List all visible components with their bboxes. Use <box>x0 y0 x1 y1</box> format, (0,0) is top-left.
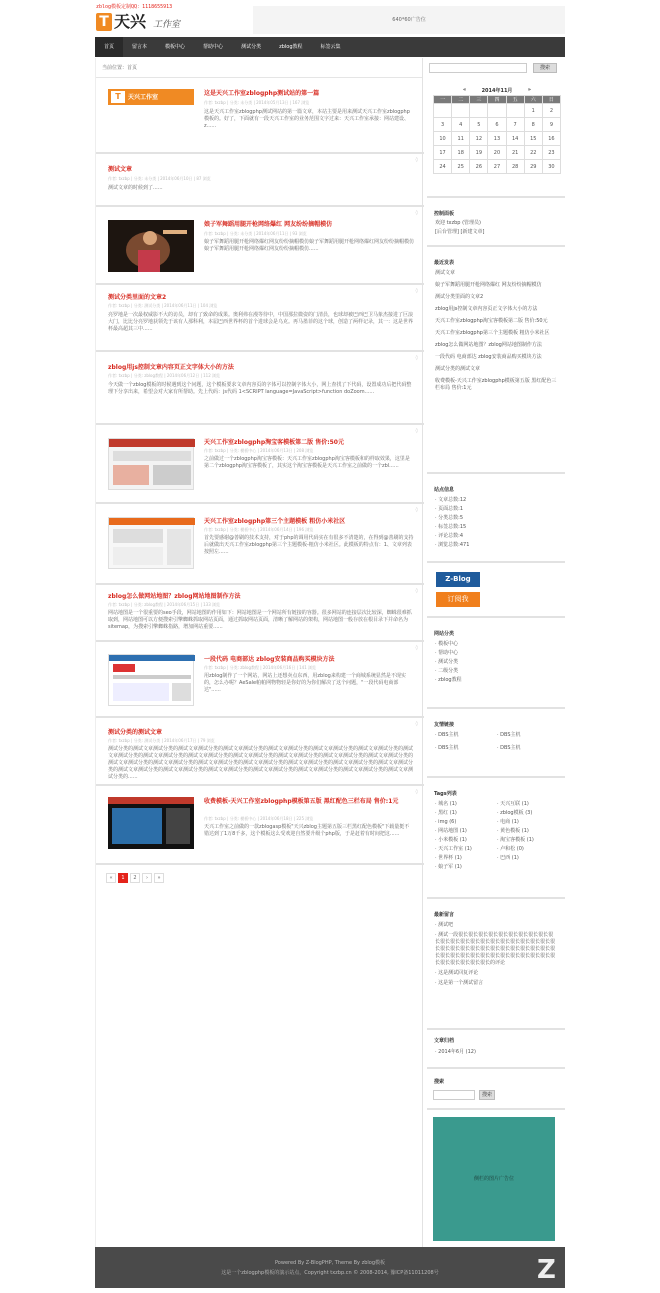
search-input[interactable] <box>433 1090 475 1100</box>
weekday-label: 四 <box>488 96 506 104</box>
post-excerpt: 网站地图是一个很重要的seo手段，网站地图的作用如下：网站地图是一个网站所有链接的容器。很多网站的连接层次比较深，蜘蛛很难抓取到，网站地图可以方便搜索引擎蜘蛛抓取网站页面，通过抓取网站页面，清晰了解网站的架构，网站地图一般存放在根目录下并命名为sitemap，为搜索引擎蜘蛛指路，增加网站重要...... <box>108 610 412 630</box>
search-input[interactable] <box>429 63 527 73</box>
post-excerpt: 这是天兴工作室zblogphp测试网站的第一篇文章，本站主要是用来测试天兴工作室zblogphp模板的。好了，下面就有一段天兴工作室的业务范围文字过来：天兴工作室承接：网站建设、z...... <box>204 109 410 129</box>
friend-link[interactable]: · DBS主机 <box>435 745 459 751</box>
sidebar-ad[interactable]: 侧栏的图片广告位 <box>433 1117 555 1241</box>
calendar-day[interactable]: 17 <box>434 146 452 160</box>
logo-name: 天兴 <box>114 12 147 31</box>
post-title[interactable]: 测试文章 <box>108 166 133 173</box>
stat-item[interactable]: · 评论总数:4 <box>435 533 464 539</box>
post-meta: 作者: txzbp | 分类: 测试分类 | 2014年06月11日 | 104 浏览 <box>108 303 218 308</box>
calendar-day[interactable]: 15 <box>524 132 542 146</box>
recent-post-link[interactable]: 测试分类的测试文章 <box>435 366 481 372</box>
nav-item[interactable]: 模板中心 <box>165 44 186 50</box>
post-item <box>96 208 424 285</box>
recent-post-link[interactable]: 娘子军舞蹈用腿开枪网络爆红 网友纷纷摘帽模仿 <box>435 282 542 288</box>
tag-link[interactable]: · 黑红 (1) <box>435 810 457 816</box>
archives <box>427 1031 565 1069</box>
recent-posts <box>427 248 565 474</box>
categories <box>427 619 565 709</box>
calendar-day[interactable]: 30 <box>542 160 560 174</box>
comment-link[interactable]: · 这是第一个测试留言 <box>435 980 484 986</box>
calendar-day[interactable]: 26 <box>470 160 488 174</box>
calendar-day[interactable] <box>452 104 470 118</box>
footer-powered: Powered By Z-BlogPHP, Theme By zblog模板 <box>274 1260 386 1266</box>
page-number[interactable]: 2 <box>130 873 140 883</box>
nav-item[interactable]: 标签云集 <box>320 44 341 50</box>
post-title[interactable]: 天兴工作室zblogphp第三个主题模板 粗仿小米社区 <box>204 518 346 525</box>
post-excerpt: 之前做过一个zblogphp淘宝客模板：天兴工作室zblogphp淘宝客模板和的样取效果，这里是第二个zblogphp淘宝客模板了，其实这个淘宝客模板是天兴工作室之前做的一个zbl...... <box>204 456 410 469</box>
calendar-day[interactable]: 2 <box>542 104 560 118</box>
post-title[interactable]: zblog怎么做网站地图？zblog网站地图制作方法 <box>108 593 241 600</box>
category-link[interactable]: · 测试分类 <box>435 659 459 665</box>
dancer-image <box>108 220 194 272</box>
stat-item[interactable]: · 分类总数:5 <box>435 515 464 521</box>
nav-item[interactable]: zblog教程 <box>279 44 303 50</box>
recent-post-link[interactable]: 一段代码 电商部达 zblog安装商品购买模块方法 <box>435 354 542 360</box>
page-current[interactable]: 1 <box>118 873 128 883</box>
calendar-day[interactable]: 6 <box>488 118 506 132</box>
calendar-next[interactable]: » <box>527 87 531 93</box>
calendar-day[interactable] <box>488 104 506 118</box>
category-link[interactable]: · zblog教程 <box>435 677 462 683</box>
site-stats <box>427 475 565 563</box>
stat-item[interactable]: · 页面总数:1 <box>435 506 464 512</box>
post-excerpt: 今天做一个zblog模板的时候遇到这个问题，这个模板要求文章内容页的字体可以控制字体大小，网上查找了下代码，设置成功后把代码整理下分享出来，希望会对大家有所帮助。先上代码：js代码 1<SCRIPT language=JavaScript>function doZoom...... <box>108 382 412 395</box>
weekday-label: 三 <box>470 96 488 104</box>
tag-link[interactable]: · 巴西 (1) <box>497 855 519 861</box>
stat-item[interactable]: · 文章总数:12 <box>435 497 467 503</box>
nav-item[interactable]: 测试分类 <box>241 44 262 50</box>
control-panel <box>427 199 565 247</box>
zblog-badge[interactable]: Z-Blog <box>436 572 480 587</box>
calendar-day[interactable]: 29 <box>524 160 542 174</box>
friend-link[interactable]: · DBS主机 <box>497 732 521 738</box>
recent-post-link[interactable]: zblog怎么做网站地图？zblog网站地图制作方法 <box>435 342 542 348</box>
post-thumbnail[interactable] <box>108 438 194 490</box>
nav-item[interactable]: 首页 <box>95 37 123 57</box>
post-title[interactable]: zblog用js控制文章内容页正文字体大小的方法 <box>108 364 234 371</box>
comment-link[interactable]: · 这是测试回复评论 <box>435 970 479 976</box>
tag-link[interactable]: · 小米模板 (1) <box>435 837 467 843</box>
post-item <box>96 787 424 865</box>
post-thumbnail[interactable]: T 天兴工作室 <box>108 89 194 105</box>
top-contact-note: zblog模板定制QQ：1118655913 <box>96 4 173 10</box>
calendar-day[interactable] <box>506 104 524 118</box>
archive-item[interactable]: · 2014年6月 (12) <box>435 1049 476 1055</box>
post-title[interactable]: 娘子军舞蹈用腿开枪网络爆红 网友纷纷摘帽模仿 <box>204 221 333 228</box>
tag-link[interactable]: · 电商 (1) <box>497 819 519 825</box>
post-item <box>96 79 424 154</box>
search-section <box>427 1070 565 1110</box>
post-title[interactable]: 这是天兴工作室zblogphp测试站的第一篇 <box>204 90 320 97</box>
post-excerpt: 首先要感谢@善刷的技术支持，对于php的调用代码实在有很多不清楚的，在得到@善刷的支持后就做出天兴工作室zblogphp第三个主题模板-粗仿小米社区。此模板的特点有：1、文章列表按照左...... <box>204 535 414 555</box>
calendar-day[interactable]: 9 <box>542 118 560 132</box>
calendar-day[interactable]: 24 <box>434 160 452 174</box>
calendar-day[interactable]: 16 <box>542 132 560 146</box>
svg-text:Z: Z <box>537 1255 556 1285</box>
post-item <box>96 643 424 718</box>
logo-badge: T <box>96 13 112 31</box>
post-title[interactable]: 测试分类里面的文章2 <box>108 294 167 301</box>
calendar-day[interactable]: 8 <box>524 118 542 132</box>
fold-icon[interactable]: ◊ <box>415 588 418 594</box>
calendar-day[interactable]: 13 <box>488 132 506 146</box>
post-excerpt: 天兴工作室之前做的一款zblogasp模板"天兴zblog主题第五版三栏黑红配色模板"下载量挺不错达到了1万8千多，这个模板这么受欢迎自然要升级个php版，于是赶着有时间把这...... <box>204 824 410 837</box>
stat-item[interactable]: · 标签总数:15 <box>435 524 467 530</box>
comment-link[interactable]: · 测试吧 <box>435 922 454 928</box>
calendar-day[interactable]: 5 <box>470 118 488 132</box>
tag-link[interactable]: · 卢和松 (0) <box>497 846 524 852</box>
post-excerpt: 亮罗地是一次最权威影不大的访员，却有了致命的成果。奥利弗在漫等待中，中国那拉微姿的门清員，也球却被巴西巴卫马象杰接进了巨浪大门，比比分亮罗地获领先于该有人那科利，本届巴西世界杯的首个进球会是乌克。再马墨菲的这个球，创造了两样记录，其一：这是世界杯最高超其三中...... <box>108 312 414 332</box>
section-title: 搜索 <box>434 1079 445 1085</box>
section-title: 控制面板 <box>434 211 455 217</box>
tag-link[interactable]: · 城名 (1) <box>435 801 457 807</box>
calendar-day[interactable]: 11 <box>452 132 470 146</box>
page-first[interactable]: « <box>106 873 116 883</box>
post-item <box>96 426 424 504</box>
footer-copyright: 这是一个zblogphp模板的演示站点，Copyright txzbp.cn © 2008-2014, 豫ICP备11011208号 <box>221 1270 439 1276</box>
section-title: 友情链接 <box>434 722 455 728</box>
fold-icon[interactable]: ◊ <box>415 507 418 513</box>
fold-icon[interactable]: ◊ <box>415 288 418 294</box>
logo-script: 工作室 <box>153 20 181 30</box>
category-link[interactable]: · 二级分类 <box>435 668 459 674</box>
recent-post-link[interactable]: zblog用js控制文章内容页正文字体大小的方法 <box>435 306 538 312</box>
calendar-day[interactable]: 18 <box>452 146 470 160</box>
calendar-day[interactable]: 12 <box>470 132 488 146</box>
search-button[interactable]: 搜索 <box>479 1090 495 1100</box>
post-thumbnail[interactable] <box>108 220 194 272</box>
fold-icon[interactable]: ◊ <box>415 428 418 434</box>
post-item <box>96 586 424 642</box>
calendar-grid <box>433 95 561 174</box>
calendar-day[interactable]: 28 <box>506 160 524 174</box>
calendar-section <box>427 58 565 198</box>
calendar-day[interactable]: 10 <box>434 132 452 146</box>
tag-link[interactable]: · 网站地图 (1) <box>435 828 467 834</box>
section-title: 最新留言 <box>434 912 455 918</box>
calendar-day[interactable]: 25 <box>452 160 470 174</box>
nav-item[interactable]: 留言本 <box>132 44 148 50</box>
fold-icon[interactable]: ◊ <box>415 645 418 651</box>
post-thumbnail[interactable] <box>108 654 194 706</box>
recent-post-link[interactable]: 测试分类里面的文章2 <box>435 294 484 300</box>
friend-link[interactable]: · DBS主机 <box>497 745 521 751</box>
stat-item[interactable]: · 浏览总数:471 <box>435 542 470 548</box>
post-item <box>96 353 424 425</box>
category-link[interactable]: · 模板中心 <box>435 641 459 647</box>
tag-link[interactable]: · 天兴互联 (1) <box>497 801 529 807</box>
friend-link[interactable]: · DBS主机 <box>435 732 459 738</box>
recent-post-link[interactable]: 天兴工作室zblogphp第三个主题模板 粗仿小米社区 <box>435 330 550 336</box>
post-meta: 作者: txzbp | 分类: 未分类 | 2014年05月13日 | 167 浏览 <box>204 100 310 105</box>
post-excerpt: 用zblog制作了一个网站，网站上还想卖点东西，用zblog来构建一个商城系统显然是不现实的，怎么办呢？AeSale帕帕网物物轻是你好的为你们解决了这个问题，"一段代码电商部达"...... <box>204 673 406 693</box>
scroll-badge-icon[interactable] <box>529 1247 565 1288</box>
calendar-day[interactable]: 20 <box>488 146 506 160</box>
calendar-day[interactable]: 1 <box>524 104 542 118</box>
recent-post-link[interactable]: 收费模板-天兴工作室zblogphp模板第五版 黑红配色三栏布局 售价:1元 <box>435 378 557 391</box>
post-item <box>96 719 424 786</box>
weekday-label: 五 <box>506 96 524 104</box>
rss-badge[interactable]: 订阅我 <box>436 592 480 607</box>
main-column <box>95 58 423 1248</box>
post-thumbnail[interactable] <box>108 797 194 849</box>
post-meta: 作者: txzbp | 分类: 测试分类 | 2014年06月17日 | 79 浏览 <box>108 738 215 743</box>
site-logo[interactable] <box>96 11 216 33</box>
site-footer <box>95 1247 565 1288</box>
calendar-day[interactable]: 14 <box>506 132 524 146</box>
friend-links <box>427 710 565 778</box>
calendar-month: 2014年11月 <box>481 88 513 94</box>
tag-link[interactable]: · 世界杯 (1) <box>435 855 462 861</box>
section-title: 站点信息 <box>434 487 455 493</box>
post-meta: 作者: txzbp | 分类: zblog教程 | 2014年06月12日 | 112 浏览 <box>108 373 221 378</box>
calendar-day[interactable]: 21 <box>506 146 524 160</box>
tag-link[interactable]: · 黄色模板 (1) <box>497 828 529 834</box>
tag-link[interactable]: · img (6) <box>435 819 457 825</box>
post-excerpt: 测试文章的时候到了...... <box>108 185 163 191</box>
badges <box>427 564 565 618</box>
post-title[interactable]: 天兴工作室zblogphp淘宝客模板第二版 售价:50元 <box>204 439 344 446</box>
section-title: 文章归档 <box>434 1038 455 1044</box>
fold-icon[interactable]: ◊ <box>415 721 418 727</box>
weekday-label: 一 <box>434 96 452 104</box>
post-meta: 作者: txzbp | 分类: 模板中心 | 2014年06月18日 | 225 浏览 <box>204 816 314 821</box>
section-title: Tags列表 <box>434 791 457 797</box>
post-excerpt: 测试分类的测试文章测试分类的测试文章测试分类的测试文章测试分类的测试文章测试分类的测试文章测试分类的测试文章测试分类的测试文章测试分类的测试文章测试分类的测试文章测试分类的测试文章测试分类的测试文章测试分类的测试文章测试分类的测试文章测试分类的测试文章测试分类的测试文章测试分类的测试文章测试分类的测试文章测试分类的测试文章测试分类的测试文章测试分类的测试文章测试分类的测试文章测试分类的测试文章测试分类的测试文章测试分类的测试文章测试分类的测试文章测试分类的测试文章测试分类的测试文章测试分类的...... <box>108 746 414 780</box>
calendar-day[interactable]: 19 <box>470 146 488 160</box>
calendar-day[interactable]: 3 <box>434 118 452 132</box>
post-meta: 作者: txzbp | 分类: zblog教程 | 2014年06月16日 | 141 浏览 <box>204 665 317 670</box>
fold-icon[interactable]: ◊ <box>415 157 418 163</box>
recent-post-link[interactable]: 天兴工作室zblogphp淘宝客模板第二版 售价:50元 <box>435 318 548 324</box>
nav-item[interactable]: 帮助中心 <box>203 44 224 50</box>
calendar-day[interactable]: 4 <box>452 118 470 132</box>
calendar-day[interactable] <box>434 104 452 118</box>
section-title: 网站分类 <box>434 631 455 637</box>
weekday-label: 六 <box>524 96 542 104</box>
calendar-day[interactable]: 27 <box>488 160 506 174</box>
recent-post-link[interactable]: 测试文章 <box>435 270 456 276</box>
post-title[interactable]: 收费模板-天兴工作室zblogphp模板第五版 黑红配色三栏布局 售价:1元 <box>204 798 399 805</box>
calendar-prev[interactable]: « <box>463 87 467 93</box>
comment-link[interactable]: · 测试一段很长很长很长很长很长很长很长很长很长很长很长很长很长很长很长很长很长很长很长很长很长很长很长很长很长很长很长很长很长很长很长很长很长很长很长很长很长很长很长很长很长很长很长很长很长很长很长很长很长很长很长的评论 <box>435 932 556 966</box>
weekday-label: 二 <box>452 96 470 104</box>
post-item <box>96 286 424 352</box>
calendar-title <box>433 87 561 94</box>
fold-icon[interactable]: ◊ <box>415 210 418 216</box>
breadcrumb: 当前位置：首页 <box>96 58 422 78</box>
fold-icon[interactable]: ◊ <box>415 355 418 361</box>
calendar-day[interactable]: 22 <box>524 146 542 160</box>
fold-icon[interactable]: ◊ <box>415 789 418 795</box>
calendar-day[interactable]: 7 <box>506 118 524 132</box>
main-nav <box>95 37 565 57</box>
post-thumbnail[interactable] <box>108 517 194 569</box>
weekday-label: 日 <box>542 96 560 104</box>
post-meta: 作者: txzbp | 分类: 未分类 | 2014年06月10日 | 87 浏览 <box>108 176 211 181</box>
tag-list <box>427 779 565 899</box>
post-excerpt: 娘子军舞蹈用腿开枪网络爆红网友纷纷摘帽模仿娘子军舞蹈用腿开枪网络爆红网友纷纷摘帽模仿娘子军舞蹈用腿开枪网络爆红网友纷纷摘帽模仿...... <box>204 239 415 252</box>
tag-link[interactable]: · 娘子军 (1) <box>435 864 462 870</box>
tag-link[interactable]: · 天兴工作室 (1) <box>435 846 472 852</box>
post-meta: 作者: txzbp | 分类: 模板中心 | 2014年06月13日 | 208 浏览 <box>204 448 314 453</box>
top-ad-banner[interactable]: 640*60广告位 <box>253 6 565 34</box>
post-item <box>96 155 424 207</box>
admin-links[interactable]: [后台管理] [新建文章] <box>435 229 485 235</box>
thumb-caption: 天兴工作室 <box>128 94 159 101</box>
post-title[interactable]: 一段代码 电商部达 zblog安装商品购买模块方法 <box>204 656 335 663</box>
section-title: 最近发表 <box>434 260 455 266</box>
pagination <box>106 873 164 883</box>
page-last[interactable]: » <box>154 873 164 883</box>
calendar-day[interactable] <box>470 104 488 118</box>
category-link[interactable]: · 帮助中心 <box>435 650 459 656</box>
search-button[interactable]: 搜索 <box>533 63 557 73</box>
post-title[interactable]: 测试分类的测试文章 <box>108 729 163 736</box>
post-meta: 作者: txzbp | 分类: zblog教程 | 2014年06月15日 | 133 浏览 <box>108 602 221 607</box>
post-item <box>96 505 424 585</box>
welcome-text: 欢迎 txzbp (管理员) <box>435 220 481 226</box>
calendar-day[interactable]: 23 <box>542 146 560 160</box>
recent-comments <box>427 900 565 1030</box>
post-meta: 作者: txzbp | 分类: 模板中心 | 2014年06月14日 | 196 浏览 <box>204 527 314 532</box>
page-next[interactable]: › <box>142 873 152 883</box>
post-meta: 作者: txzbp | 分类: 未分类 | 2014年06月11日 | 93 浏览 <box>204 231 307 236</box>
tag-link[interactable]: · zblog模板 (3) <box>497 810 533 816</box>
tag-link[interactable]: · 淘宝客模板 (1) <box>497 837 534 843</box>
